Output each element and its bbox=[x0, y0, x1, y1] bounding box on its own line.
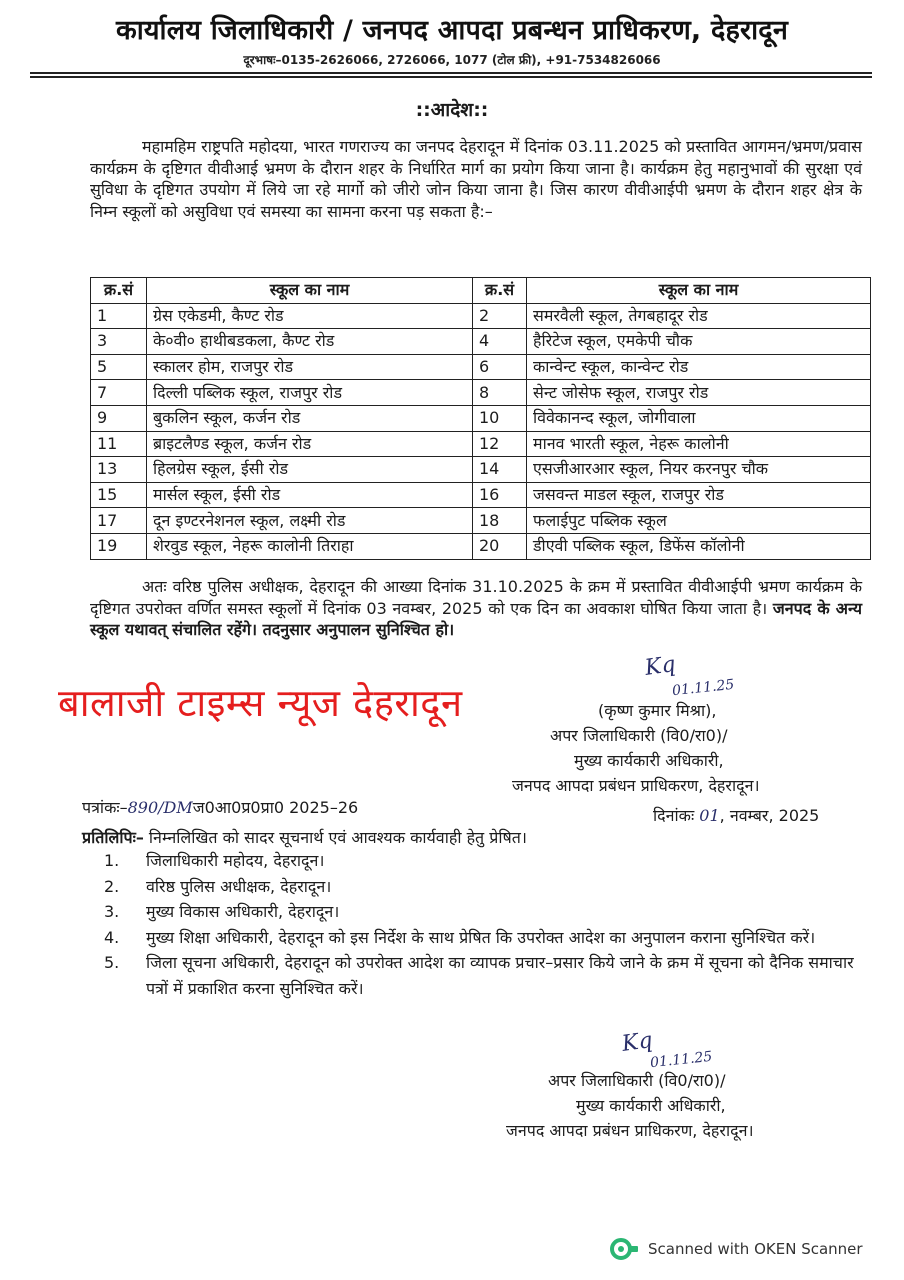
serial-left-cell: 5 bbox=[91, 354, 147, 380]
office-phone-numbers: दूरभाषः–0135-2626066, 2726066, 1077 (टोल फ्री), +91-7534826066 bbox=[243, 53, 661, 67]
school-name-left-cell: ग्रेस एकेडमी, कैण्ट रोड bbox=[147, 303, 473, 329]
reference-suffix: ज0आ0प्र0प्रा0 2025–26 bbox=[192, 798, 359, 817]
serial-right-cell: 6 bbox=[473, 354, 527, 380]
closing-paragraph-bold-text: जनपद के अन्य स्कूल यथावत् संचालित रहेंगे। तदनुसार अनुपालन सुनिश्चित हो। bbox=[90, 598, 862, 639]
closing-paragraph bbox=[90, 576, 862, 641]
school-name-right-cell: हैरिटेज स्कूल, एमकेपी चौक bbox=[527, 329, 871, 355]
reference-handwritten: 890/DM bbox=[127, 798, 193, 817]
signatory-designation-1: अपर जिलाधिकारी (वि0/रा0)/ bbox=[550, 726, 728, 745]
col-header-serial-right: क्र.सं bbox=[473, 278, 527, 304]
serial-left-cell: 11 bbox=[91, 431, 147, 457]
date-handwritten: 01 bbox=[699, 806, 720, 825]
serial-left-cell: 17 bbox=[91, 508, 147, 534]
serial-left-cell: 9 bbox=[91, 405, 147, 431]
copy-to-item-text: मुख्य विकास अधिकारी, देहरादून। bbox=[146, 902, 340, 921]
school-name-left-cell: बुकलिन स्कूल, कर्जन रोड bbox=[147, 405, 473, 431]
serial-right-cell: 8 bbox=[473, 380, 527, 406]
school-name-left-cell: मार्सल स्कूल, ईसी रोड bbox=[147, 482, 473, 508]
copy-to-item-text: मुख्य शिक्षा अधिकारी, देहरादून को इस निर्देश के साथ प्रेषित कि उपरोक्त आदेश का अनुपालन कराना सुनिश्चित करें। bbox=[146, 927, 816, 947]
school-row bbox=[91, 303, 871, 329]
office-title: कार्यालय जिलाधिकारी / जनपद आपदा प्रबन्धन प्राधिकरण, देहरादून bbox=[115, 15, 789, 46]
signature-1-initials: Kq bbox=[643, 651, 678, 682]
school-name-right-cell: कान्वेन्ट स्कूल, कान्वेन्ट रोड bbox=[527, 354, 871, 380]
copy-to-list bbox=[104, 848, 864, 1001]
school-name-right-cell: विवेकानन्द स्कूल, जोगीवाला bbox=[527, 405, 871, 431]
school-name-right-cell: एसजीआरआर स्कूल, नियर करनपुर चौक bbox=[527, 457, 871, 483]
school-name-right-cell: डीएवी पब्लिक स्कूल, डिफेंस कॉलोनी bbox=[527, 533, 871, 559]
school-name-left-cell: स्कालर होम, राजपुर रोड bbox=[147, 354, 473, 380]
signatory-2-designation-2: मुख्य कार्यकारी अधिकारी, bbox=[576, 1096, 726, 1115]
copy-to-item-number: 2. bbox=[104, 876, 120, 896]
copy-to-item-number: 1. bbox=[104, 851, 120, 870]
school-row bbox=[91, 482, 871, 508]
signature-1-block bbox=[512, 698, 760, 798]
copy-to-item bbox=[104, 950, 864, 1001]
signature-2-initials: Kq bbox=[620, 1027, 655, 1058]
serial-left-cell: 19 bbox=[91, 533, 147, 559]
copy-to-heading bbox=[82, 826, 527, 848]
serial-left-cell: 15 bbox=[91, 482, 147, 508]
news-watermark-text: बालाजी टाइम्स न्यूज देहरादून bbox=[58, 681, 463, 725]
scanner-footer-text: Scanned with OKEN Scanner bbox=[648, 1240, 863, 1258]
col-header-school-left: स्कूल का नाम bbox=[147, 278, 473, 304]
signatory-designation-3: जनपद आपदा प्रबंधन प्राधिकरण, देहरादून। bbox=[512, 776, 760, 795]
header-rule-bottom bbox=[30, 76, 872, 78]
school-name-left-cell: शेरवुड स्कूल, नेहरू कालोनी तिराहा bbox=[147, 533, 473, 559]
signatory-name: (कृष्ण कुमार मिश्रा), bbox=[598, 701, 717, 720]
school-row bbox=[91, 508, 871, 534]
signature-2-block bbox=[506, 1068, 754, 1143]
serial-left-cell: 1 bbox=[91, 303, 147, 329]
signature-1-date: 01.11.25 bbox=[671, 676, 736, 700]
copy-to-text: निम्नलिखित को सादर सूचनार्थ एवं आवश्यक कार्यवाही हेतु प्रेषित। bbox=[143, 828, 527, 847]
school-row bbox=[91, 380, 871, 406]
schools-table-body bbox=[91, 303, 871, 559]
school-row bbox=[91, 354, 871, 380]
copy-to-item bbox=[104, 874, 864, 900]
school-row bbox=[91, 457, 871, 483]
signatory-designation-2: मुख्य कार्यकारी अधिकारी, bbox=[574, 751, 724, 770]
schools-table-header-row bbox=[91, 278, 871, 304]
intro-paragraph bbox=[90, 136, 862, 222]
school-name-right-cell: जसवन्त माडल स्कूल, राजपुर रोड bbox=[527, 482, 871, 508]
signature-2-date: 01.11.25 bbox=[649, 1048, 714, 1072]
schools-table bbox=[90, 277, 871, 560]
school-row bbox=[91, 405, 871, 431]
signatory-2-designation-1: अपर जिलाधिकारी (वि0/रा0)/ bbox=[548, 1071, 726, 1090]
closing-paragraph-text: अतः वरिष्ठ पुलिस अधीक्षक, देहरादून की आख्या दिनांक 31.10.2025 के क्रम में प्रस्तावित वीवीआईपी भ्रमण कार्यक्रम के दृष्टिगत उपरोक्त वर्णित समस्त स्कूलों में दिनांक 03 नवम्बर, 2025 को एक दिन का अवकाश घोषित किया जाता है। bbox=[90, 577, 862, 618]
serial-right-cell: 10 bbox=[473, 405, 527, 431]
reference-number bbox=[82, 796, 358, 818]
serial-right-cell: 2 bbox=[473, 303, 527, 329]
serial-left-cell: 13 bbox=[91, 457, 147, 483]
school-name-right-cell: मानव भारती स्कूल, नेहरू कालोनी bbox=[527, 431, 871, 457]
copy-to-item-number: 5. bbox=[104, 953, 120, 972]
date-prefix: दिनांकः bbox=[653, 806, 695, 825]
copy-to-item-text: वरिष्ठ पुलिस अधीक्षक, देहरादून। bbox=[146, 876, 332, 896]
reference-prefix: पत्रांकः– bbox=[82, 798, 128, 817]
col-header-school-right: स्कूल का नाम bbox=[527, 278, 871, 304]
school-name-left-cell: दिल्ली पब्लिक स्कूल, राजपुर रोड bbox=[147, 380, 473, 406]
school-name-left-cell: हिलग्रेस स्कूल, ईसी रोड bbox=[147, 457, 473, 483]
school-name-right-cell: फलाईपुट पब्लिक स्कूल bbox=[527, 508, 871, 534]
copy-to-label: प्रतिलिपिः– bbox=[82, 828, 144, 847]
header-rule-top bbox=[30, 72, 872, 74]
copy-to-item-text: जिला सूचना अधिकारी, देहरादून को उपरोक्त आदेश का व्यापक प्रचार–प्रसार किये जाने के क्रम में सूचना को दैनिक समाचार पत्रों में प्रकाशित करना सुनिश्चित करें। bbox=[146, 953, 854, 998]
intro-paragraph-text: महामहिम राष्ट्रपति महोदया, भारत गणराज्य का जनपद देहरादून में दिनांक 03.11.2025 को प्रस्तावित आगमन/भ्रमण/प्रवास कार्यक्रम के दृष्टिगत वीवीआई भ्रमण के दौरान शहर के निर्धारित मार्ग का प्रयोग किया जाना है। कार्यक्रम हेतु महानुभावों की सुरक्षा एवं सुविधा के दृष्टिगत उपयोग में लिये जा रहे मार्गो को जीरो जोन किया जाना है। जिस कारण वीवीआईपी भ्रमण के दौरान शहर क्षेत्र के निम्न स्कूलों को असुविधा एवं समस्या का सामना करना पड़ सकता है:– bbox=[90, 137, 862, 221]
date-suffix: , नवम्बर, 2025 bbox=[719, 806, 820, 825]
serial-right-cell: 20 bbox=[473, 533, 527, 559]
serial-right-cell: 4 bbox=[473, 329, 527, 355]
serial-right-cell: 16 bbox=[473, 482, 527, 508]
oken-scanner-logo-icon bbox=[610, 1238, 640, 1260]
copy-to-item-number: 3. bbox=[104, 902, 120, 921]
serial-right-cell: 14 bbox=[473, 457, 527, 483]
col-header-serial-left: क्र.सं bbox=[91, 278, 147, 304]
school-row bbox=[91, 533, 871, 559]
school-name-left-cell: ब्राइटलैण्ड स्कूल, कर्जन रोड bbox=[147, 431, 473, 457]
school-name-right-cell: समरवैली स्कूल, तेगबहादूर रोड bbox=[527, 303, 871, 329]
copy-to-item bbox=[104, 925, 864, 951]
order-heading: ::आदेश:: bbox=[415, 99, 489, 121]
copy-to-item-text: जिलाधिकारी महोदय, देहरादून। bbox=[146, 851, 325, 870]
serial-right-cell: 12 bbox=[473, 431, 527, 457]
signatory-2-designation-3: जनपद आपदा प्रबंधन प्राधिकरण, देहरादून। bbox=[506, 1121, 754, 1140]
school-row bbox=[91, 329, 871, 355]
school-name-left-cell: के०वी० हाथीबडकला, कैण्ट रोड bbox=[147, 329, 473, 355]
serial-right-cell: 18 bbox=[473, 508, 527, 534]
scanner-footer bbox=[610, 1238, 863, 1260]
copy-to-item bbox=[104, 848, 864, 874]
school-name-left-cell: दून इण्टरनेशनल स्कूल, लक्ष्मी रोड bbox=[147, 508, 473, 534]
school-row bbox=[91, 431, 871, 457]
copy-to-item bbox=[104, 899, 864, 925]
copy-to-item-number: 4. bbox=[104, 927, 120, 947]
order-date bbox=[653, 804, 819, 826]
serial-left-cell: 3 bbox=[91, 329, 147, 355]
school-name-right-cell: सेन्ट जोसेफ स्कूल, राजपुर रोड bbox=[527, 380, 871, 406]
serial-left-cell: 7 bbox=[91, 380, 147, 406]
